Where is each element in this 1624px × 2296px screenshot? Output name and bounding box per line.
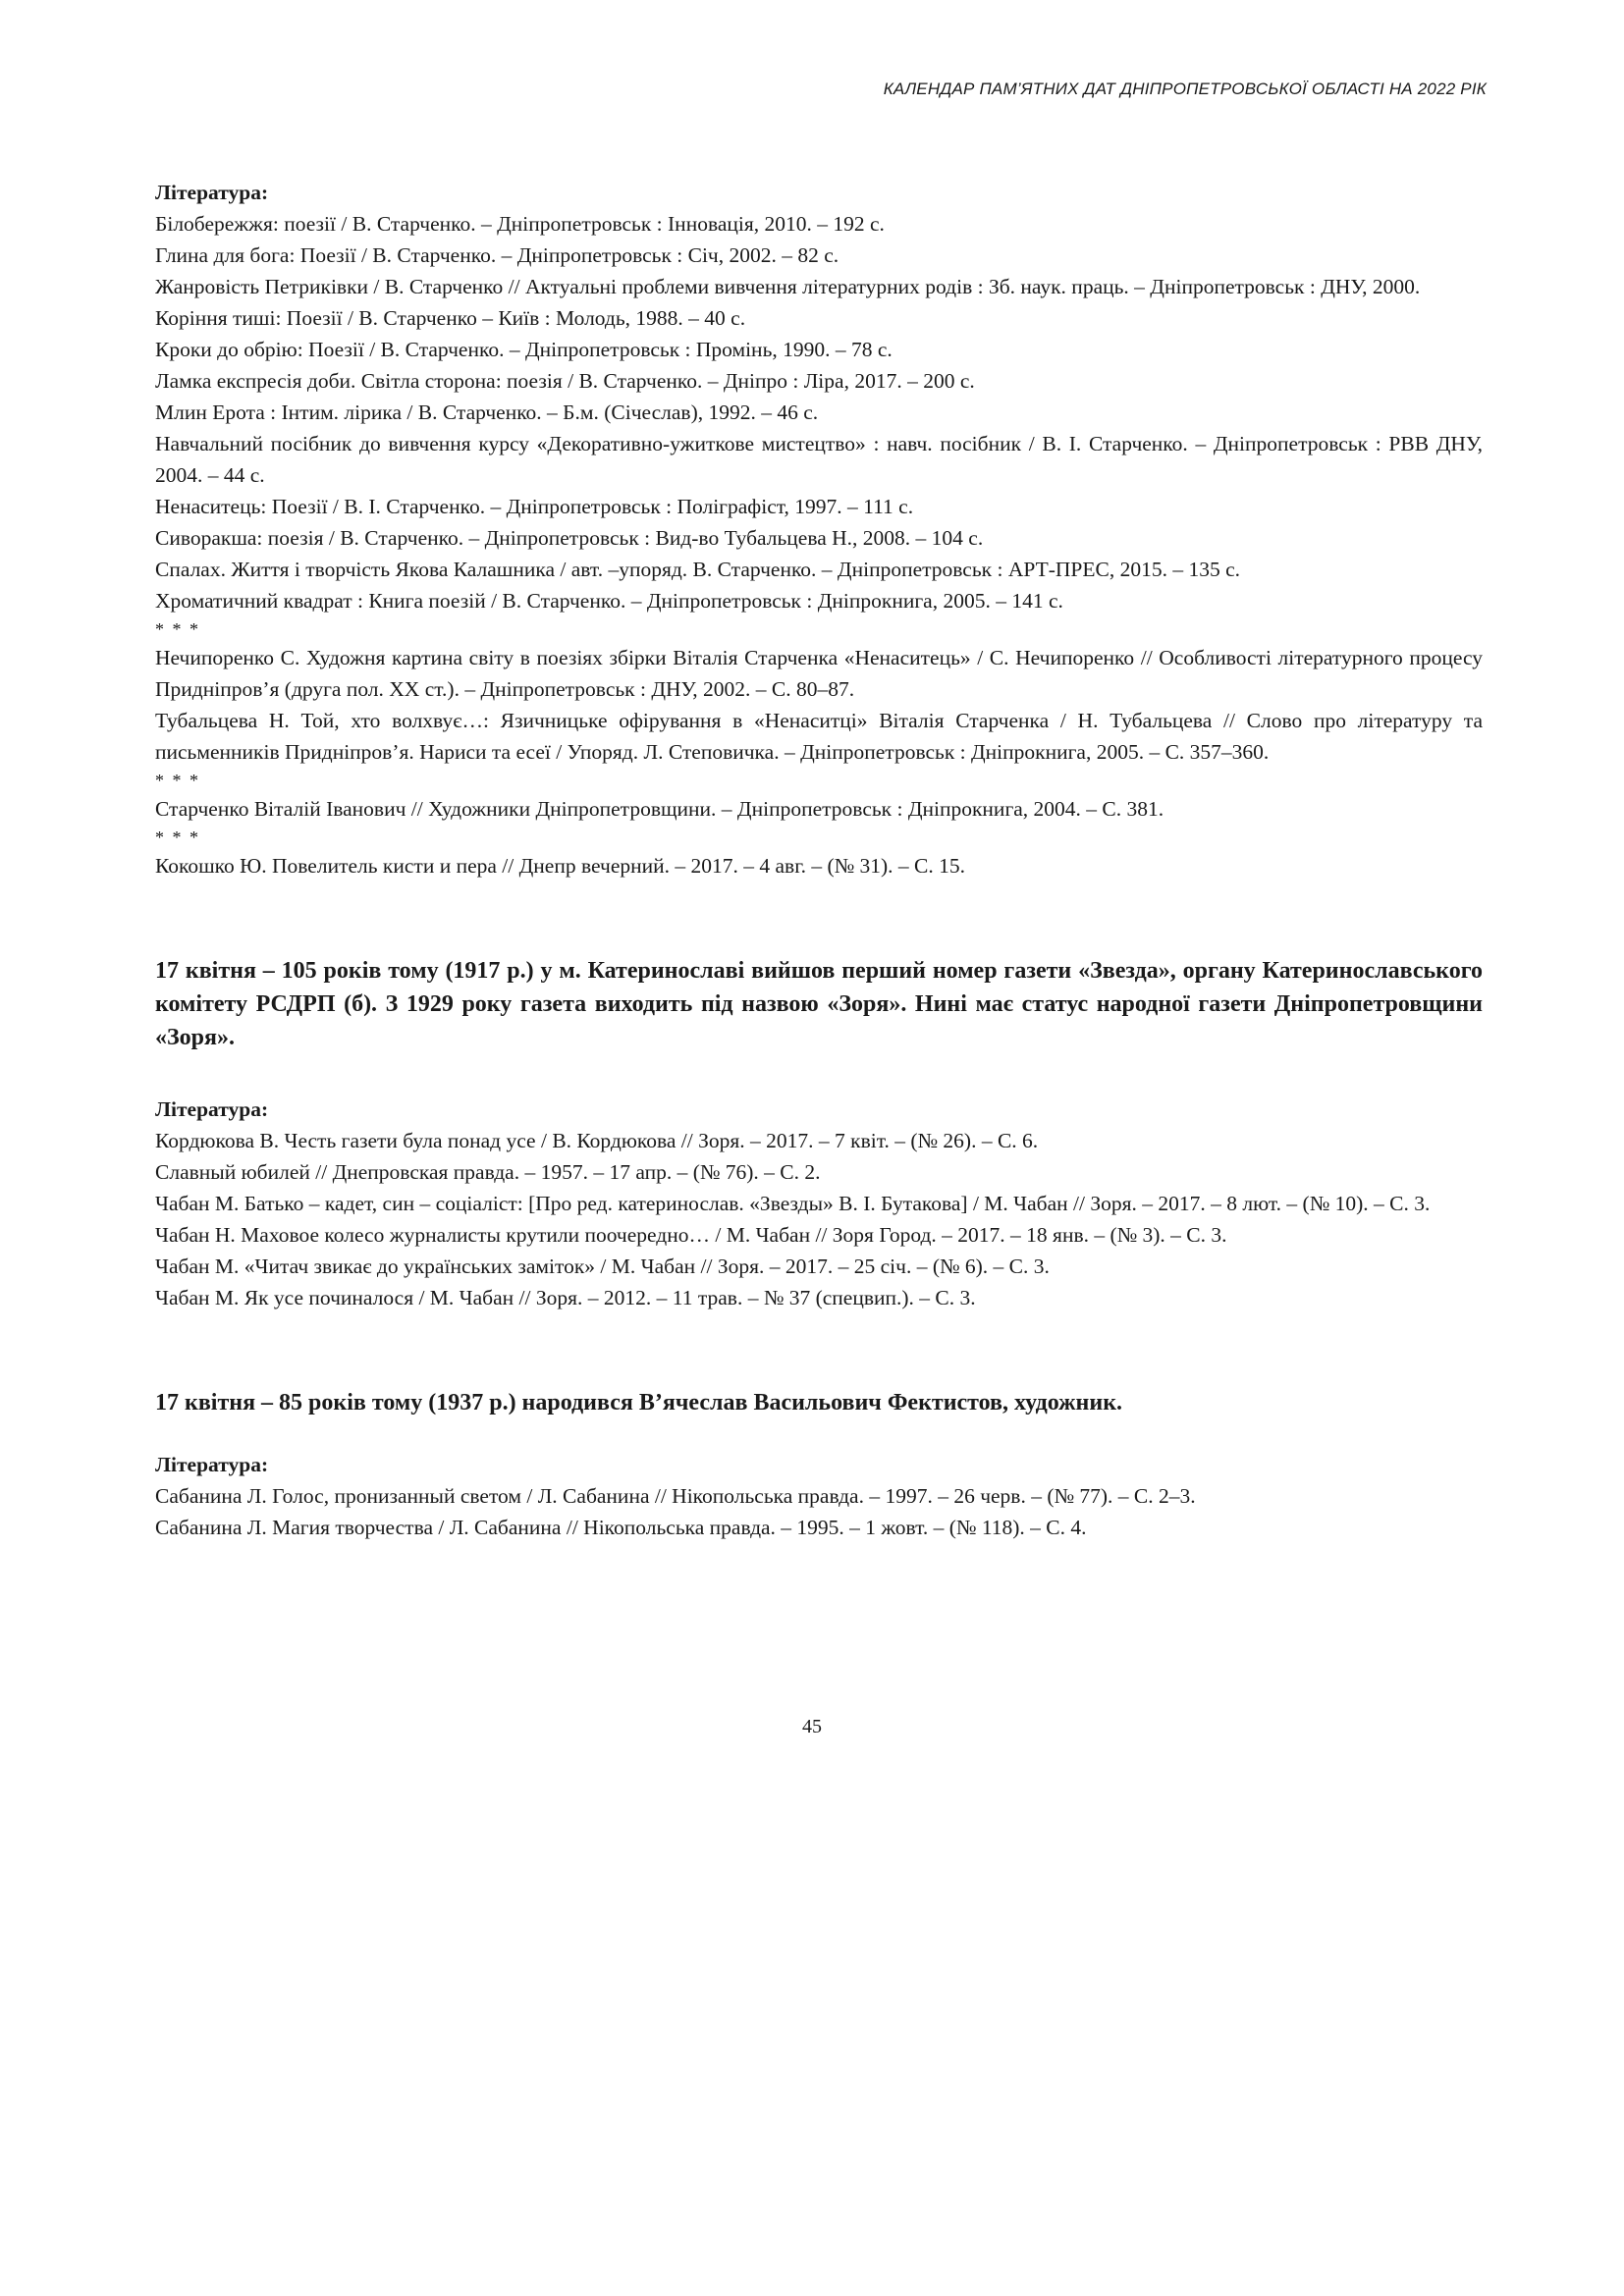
literature-entry: Чабан Н. Маховое колесо журналисты крутили поочередно… / М. Чабан // Зоря Город. – 2017. – 18 янв. – (№ 3). – С. 3. (155, 1223, 1227, 1247)
section-separator: * * * (155, 771, 200, 790)
literature-entry: Глина для бога: Поезії / В. Старченко. – Дніпропетровськ : Січ, 2002. – 82 с. (155, 243, 839, 267)
section-separator: * * * (155, 619, 200, 639)
literature-entry: Жанровість Петриківки / В. Старченко // Актуальні проблеми вивчення літературних родів : Зб. наук. праць. – Дніпропетровськ : ДНУ, 2000. (155, 275, 1421, 298)
section-separator: * * * (155, 828, 200, 847)
literature-entry: Млин Ерота : Інтим. лірика / В. Старченко. – Б.м. (Січеслав), 1992. – 46 с. (155, 400, 819, 424)
literature-list (155, 208, 1483, 881)
literature-label: Література: (155, 181, 269, 204)
page-content (155, 177, 1483, 1543)
literature-list (155, 1125, 1483, 1313)
literature-entry: Тубальцева Н. Той, хто волхвує…: Язичницьке офірування в «Ненаситці» Віталія Старченка / Н. Тубальцева // Слово про літературу та письменників Придніпров’я. Нариси та есеї / Упоряд. Л. Степовичка. – Дніпропетровськ : Дніпрокнига, 2005. – С. 357–360. (155, 709, 1483, 764)
literature-entry: Старченко Віталій Іванович // Художники Дніпропетровщини. – Дніпропетровськ : Дніпрокнига, 2004. – С. 381. (155, 797, 1164, 821)
page-number: 45 (802, 1716, 822, 1737)
literature-entry: Славный юбилей // Днепровская правда. – 1957. – 17 апр. – (№ 76). – С. 2. (155, 1160, 821, 1184)
literature-entry: Кроки до обрію: Поезії / В. Старченко. – Дніпропетровськ : Промінь, 1990. – 78 с. (155, 338, 893, 361)
literature-entry: Ламка експресія доби. Світла сторона: поезія / В. Старченко. – Дніпро : Ліра, 2017. – 200 с. (155, 369, 975, 393)
literature-entry: Кордюкова В. Честь газети була понад усе / В. Кордюкова // Зоря. – 2017. – 7 квіт. – (№ 26). – С. 6. (155, 1129, 1039, 1152)
literature-entry: Сиворакша: поезія / В. Старченко. – Дніпропетровськ : Вид-во Тубальцева Н., 2008. – 104 с. (155, 526, 984, 550)
event-heading: 17 квітня – 105 років тому (1917 р.) у м. Катеринославі вийшов перший номер газети «Звезда», органу Катеринославського комітету РСДРП (б). З 1929 року газета виходить під назвою «Зоря». Нині має статус народної газети Дніпропетровщини «Зоря». (155, 958, 1483, 1050)
running-header: КАЛЕНДАР ПАМ’ЯТНИХ ДАТ ДНІПРОПЕТРОВСЬКОЇ ОБЛАСТІ НА 2022 РІК (883, 80, 1487, 98)
literature-entry: Нечипоренко С. Художня картина світу в поезіях збірки Віталія Старченка «Ненаситець» / С. Нечипоренко // Особливості літературного процесу Придніпров’я (друга пол. ХХ ст.). – Дніпропетровськ : ДНУ, 2002. – С. 80–87. (155, 646, 1483, 701)
literature-entry: Сабанина Л. Магия творчества / Л. Сабанина // Нікопольська правда. – 1995. – 1 жовт. – (№ 118). – С. 4. (155, 1516, 1087, 1539)
literature-entry: Ненаситець: Поезії / В. І. Старченко. – Дніпропетровськ : Поліграфіст, 1997. – 111 с. (155, 495, 914, 518)
literature-entry: Чабан М. «Читач звикає до українських заміток» / М. Чабан // Зоря. – 2017. – 25 січ. – (№ 6). – С. 3. (155, 1255, 1050, 1278)
literature-entry: Кокошко Ю. Повелитель кисти и пера // Днепр вечерний. – 2017. – 4 авг. – (№ 31). – С. 15. (155, 854, 966, 878)
literature-entry: Хроматичний квадрат : Книга поезій / В. Старченко. – Дніпропетровськ : Дніпрокнига, 2005. – 141 с. (155, 589, 1063, 613)
literature-entry: Коріння тиші: Поезії / В. Старченко – Київ : Молодь, 1988. – 40 с. (155, 306, 746, 330)
literature-entry: Білобережжя: поезії / В. Старченко. – Дніпропетровськ : Інновація, 2010. – 192 с. (155, 212, 885, 236)
literature-entry: Навчальний посібник до вивчення курсу «Декоративно-ужиткове мистецтво» : навч. посібник / В. І. Старченко. – Дніпропетровськ : РВВ ДНУ, 2004. – 44 с. (155, 432, 1483, 487)
literature-entry: Чабан М. Як усе починалося / М. Чабан // Зоря. – 2012. – 11 трав. – № 37 (спецвип.). – С. 3. (155, 1286, 976, 1309)
literature-entry: Чабан М. Батько – кадет, син – соціаліст: [Про ред. катеринослав. «Звезды» В. І. Бутакова] / М. Чабан // Зоря. – 2017. – 8 лют. – (№ 10). – С. 3. (155, 1192, 1431, 1215)
literature-label: Література: (155, 1097, 269, 1121)
event-heading: 17 квітня – 85 років тому (1937 р.) народився В’ячеслав Васильович Фектистов, художник. (155, 1390, 1123, 1415)
literature-entry: Сабанина Л. Голос, пронизанный светом / Л. Сабанина // Нікопольська правда. – 1997. – 26 черв. – (№ 77). – С. 2–3. (155, 1484, 1196, 1508)
literature-list (155, 1480, 1483, 1543)
literature-label: Література: (155, 1453, 269, 1476)
literature-entry: Спалах. Життя і творчість Якова Калашника / авт. –упоряд. В. Старченко. – Дніпропетровськ : АРТ-ПРЕС, 2015. – 135 с. (155, 558, 1240, 581)
